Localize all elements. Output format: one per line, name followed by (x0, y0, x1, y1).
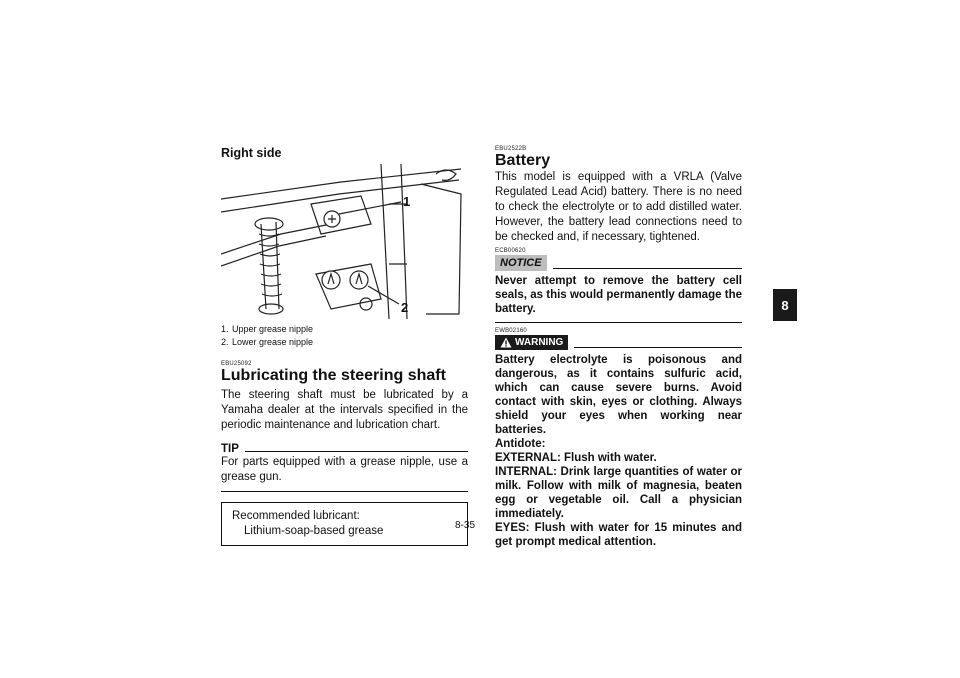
notice-header (495, 255, 742, 271)
notice-end-rule (495, 322, 742, 323)
notice-badge: NOTICE (495, 255, 547, 271)
warning-code: EWB02160 (495, 328, 527, 334)
callout-1: 1 (403, 194, 411, 209)
figure-captions (221, 323, 468, 349)
caption-text: Lower grease nipple (232, 337, 314, 347)
page-number: 8-35 (455, 520, 476, 531)
section-body: The steering shaft must be lubricated by a Yamaha dealer at the intervals specified in the periodic maintenance and lubrication chart. (221, 389, 468, 431)
warning-label: WARNING (515, 337, 564, 348)
section-title: Lubricating the steering shaft (221, 367, 446, 384)
tip-end-rule (221, 491, 468, 492)
warning-badge (495, 335, 568, 350)
notice-code: ECB00620 (495, 248, 526, 254)
warning-triangle-icon (500, 337, 512, 348)
chapter-tab: 8 (773, 289, 797, 321)
steering-shaft-illustration (221, 164, 468, 319)
warning-text: Battery electrolyte is poisonous and dangerous, as it contains sulfuric acid, which can cause severe burns. Avoid contact with skin, eyes or clothing. Always shield your eyes when working near batteries. (495, 354, 742, 436)
lubricant-box (221, 502, 468, 546)
antidote-internal: INTERNAL: Drink large quantities of water or milk. Follow with milk of magnesia, beaten egg or vegetable oil. Call a physician immediately. (495, 466, 742, 520)
lubricant-label: Recommended lubricant: (232, 510, 360, 522)
antidote-label: Antidote: (495, 438, 546, 450)
tip-label: TIP (221, 443, 239, 455)
figure-heading: Right side (221, 146, 282, 160)
antidote-eyes: EYES: Flush with water for 15 minutes and get prompt medical attention. (495, 522, 742, 548)
grease-nipple-diagram (221, 164, 468, 319)
right-column (495, 146, 742, 549)
caption-item (221, 323, 468, 336)
caption-number: 2. (221, 337, 229, 347)
battery-section-code: EBU2522B (495, 146, 527, 152)
battery-title: Battery (495, 152, 551, 169)
caption-number: 1. (221, 324, 229, 334)
left-column (221, 146, 468, 546)
battery-body: This model is equipped with a VRLA (Valve Regulated Lead Acid) battery. There is no need to check the electrolyte or to add distilled water. However, the battery lead connections need to be checked and, if necessary, tightened. (495, 171, 742, 243)
tip-text: For parts equipped with a grease nipple, use a grease gun. (221, 456, 468, 483)
warning-rule (574, 347, 742, 348)
notice-rule (553, 268, 742, 269)
section-code: EBU25092 (221, 361, 252, 367)
tip-header (221, 443, 468, 455)
notice-text: Never attempt to remove the battery cell seals, as this would permanently damage the battery. (495, 275, 742, 315)
warning-header (495, 335, 742, 350)
caption-text: Upper grease nipple (232, 324, 314, 334)
antidote-external: EXTERNAL: Flush with water. (495, 452, 657, 464)
lubricant-value: Lithium-soap-based grease (244, 525, 384, 537)
tip-rule (245, 451, 468, 452)
callout-2: 2 (401, 300, 409, 315)
caption-item (221, 336, 468, 349)
